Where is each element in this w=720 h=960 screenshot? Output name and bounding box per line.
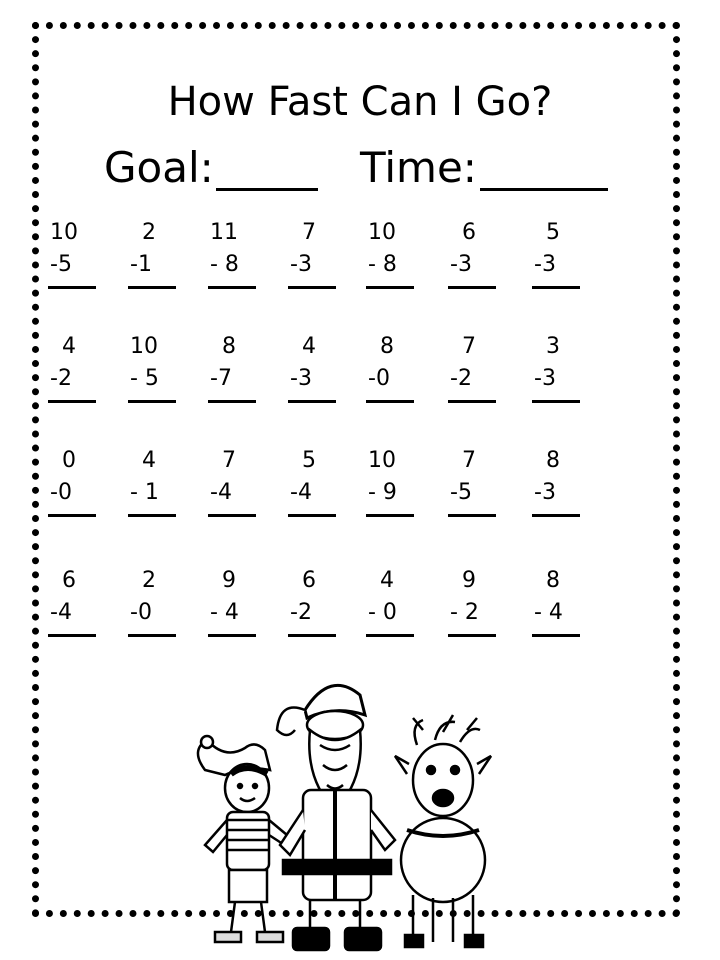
subtrahend: -2 bbox=[450, 366, 472, 391]
subtrahend: -3 bbox=[534, 480, 556, 505]
worksheet-title: How Fast Can I Go? bbox=[167, 79, 553, 125]
subtraction-problem bbox=[366, 334, 436, 414]
answer-line[interactable] bbox=[288, 400, 336, 403]
subtrahend: -2 bbox=[50, 366, 72, 391]
subtrahend: -3 bbox=[534, 366, 556, 391]
answer-line[interactable] bbox=[208, 286, 256, 289]
subtraction-problem bbox=[48, 568, 118, 648]
subtrahend: - 9 bbox=[368, 480, 397, 505]
subtrahend: - 0 bbox=[368, 600, 397, 625]
subtrahend: - 4 bbox=[534, 600, 563, 625]
minuend: 8 bbox=[546, 448, 560, 473]
subtraction-problem bbox=[448, 220, 518, 300]
minuend: 3 bbox=[546, 334, 560, 359]
subtraction-problem bbox=[448, 448, 518, 528]
answer-line[interactable] bbox=[128, 514, 176, 517]
minuend: 6 bbox=[62, 568, 76, 593]
subtrahend: - 4 bbox=[210, 600, 239, 625]
subtrahend: -7 bbox=[210, 366, 232, 391]
minuend: 6 bbox=[302, 568, 316, 593]
minuend: 2 bbox=[142, 568, 156, 593]
subtrahend: -0 bbox=[50, 480, 72, 505]
goal-label: Goal: bbox=[104, 143, 214, 192]
time-label: Time: bbox=[360, 143, 477, 192]
minuend: 4 bbox=[380, 568, 394, 593]
subtrahend: -0 bbox=[130, 600, 152, 625]
subtraction-problem bbox=[366, 568, 436, 648]
minuend: 9 bbox=[222, 568, 236, 593]
subtraction-problem bbox=[208, 334, 278, 414]
answer-line[interactable] bbox=[208, 634, 256, 637]
subtraction-problem bbox=[288, 568, 358, 648]
answer-line[interactable] bbox=[128, 286, 176, 289]
answer-line[interactable] bbox=[128, 400, 176, 403]
christmas-illustration bbox=[185, 670, 505, 960]
answer-line[interactable] bbox=[48, 286, 96, 289]
minuend: 11 bbox=[210, 220, 238, 245]
subtraction-problem bbox=[128, 334, 198, 414]
subtraction-problem bbox=[448, 334, 518, 414]
answer-line[interactable] bbox=[208, 400, 256, 403]
answer-line[interactable] bbox=[448, 286, 496, 289]
subtraction-problem bbox=[208, 568, 278, 648]
answer-line[interactable] bbox=[48, 634, 96, 637]
subtraction-problem bbox=[448, 568, 518, 648]
minuend: 10 bbox=[50, 220, 78, 245]
subtrahend: -4 bbox=[290, 480, 312, 505]
subtraction-problem bbox=[532, 568, 602, 648]
minuend: 10 bbox=[368, 448, 396, 473]
answer-line[interactable] bbox=[532, 634, 580, 637]
minuend: 8 bbox=[222, 334, 236, 359]
answer-line[interactable] bbox=[448, 634, 496, 637]
answer-line[interactable] bbox=[288, 286, 336, 289]
minuend: 7 bbox=[462, 448, 476, 473]
answer-line[interactable] bbox=[532, 514, 580, 517]
subtraction-problem bbox=[48, 220, 118, 300]
minuend: 4 bbox=[302, 334, 316, 359]
subtrahend: - 2 bbox=[450, 600, 479, 625]
minuend: 10 bbox=[368, 220, 396, 245]
subtrahend: -3 bbox=[290, 366, 312, 391]
minuend: 5 bbox=[302, 448, 316, 473]
minuend: 5 bbox=[546, 220, 560, 245]
subtraction-problem bbox=[288, 334, 358, 414]
minuend: 8 bbox=[380, 334, 394, 359]
subtraction-problem bbox=[288, 448, 358, 528]
subtrahend: - 1 bbox=[130, 480, 159, 505]
subtrahend: -4 bbox=[210, 480, 232, 505]
answer-line[interactable] bbox=[48, 514, 96, 517]
subtrahend: -3 bbox=[290, 252, 312, 277]
subtraction-problem bbox=[532, 334, 602, 414]
subtrahend: -0 bbox=[368, 366, 390, 391]
subtrahend: -3 bbox=[534, 252, 556, 277]
answer-line[interactable] bbox=[532, 400, 580, 403]
minuend: 6 bbox=[462, 220, 476, 245]
subtrahend: - 5 bbox=[130, 366, 159, 391]
subtraction-problem bbox=[532, 220, 602, 300]
subtraction-problem bbox=[128, 568, 198, 648]
minuend: 2 bbox=[142, 220, 156, 245]
minuend: 9 bbox=[462, 568, 476, 593]
minuend: 0 bbox=[62, 448, 76, 473]
answer-line[interactable] bbox=[366, 400, 414, 403]
answer-line[interactable] bbox=[128, 634, 176, 637]
subtrahend: -1 bbox=[130, 252, 152, 277]
minuend: 7 bbox=[462, 334, 476, 359]
minuend: 8 bbox=[546, 568, 560, 593]
answer-line[interactable] bbox=[366, 634, 414, 637]
reindeer-icon bbox=[395, 715, 491, 947]
minuend: 4 bbox=[142, 448, 156, 473]
answer-line[interactable] bbox=[208, 514, 256, 517]
subtraction-problem bbox=[288, 220, 358, 300]
subtrahend: - 8 bbox=[210, 252, 239, 277]
subtraction-problem bbox=[208, 448, 278, 528]
subtrahend: -4 bbox=[50, 600, 72, 625]
minuend: 4 bbox=[62, 334, 76, 359]
minuend: 7 bbox=[302, 220, 316, 245]
subtrahend: -2 bbox=[290, 600, 312, 625]
minuend: 10 bbox=[130, 334, 158, 359]
minuend: 7 bbox=[222, 448, 236, 473]
santa-icon bbox=[277, 685, 395, 950]
subtraction-problem bbox=[208, 220, 278, 300]
subtraction-problem bbox=[532, 448, 602, 528]
answer-line[interactable] bbox=[288, 634, 336, 637]
answer-line[interactable] bbox=[288, 514, 336, 517]
subtraction-problem bbox=[366, 448, 436, 528]
subtraction-problem bbox=[48, 448, 118, 528]
subtrahend: -5 bbox=[450, 480, 472, 505]
answer-line[interactable] bbox=[448, 400, 496, 403]
answer-line[interactable] bbox=[448, 514, 496, 517]
subtraction-problem bbox=[48, 334, 118, 414]
elf-icon bbox=[198, 736, 293, 942]
subtrahend: - 8 bbox=[368, 252, 397, 277]
subtrahend: -3 bbox=[450, 252, 472, 277]
answer-line[interactable] bbox=[48, 400, 96, 403]
subtrahend: -5 bbox=[50, 252, 72, 277]
subtraction-problem bbox=[366, 220, 436, 300]
subtraction-problem bbox=[128, 220, 198, 300]
subtraction-problem bbox=[128, 448, 198, 528]
answer-line[interactable] bbox=[366, 514, 414, 517]
answer-line[interactable] bbox=[532, 286, 580, 289]
answer-line[interactable] bbox=[366, 286, 414, 289]
